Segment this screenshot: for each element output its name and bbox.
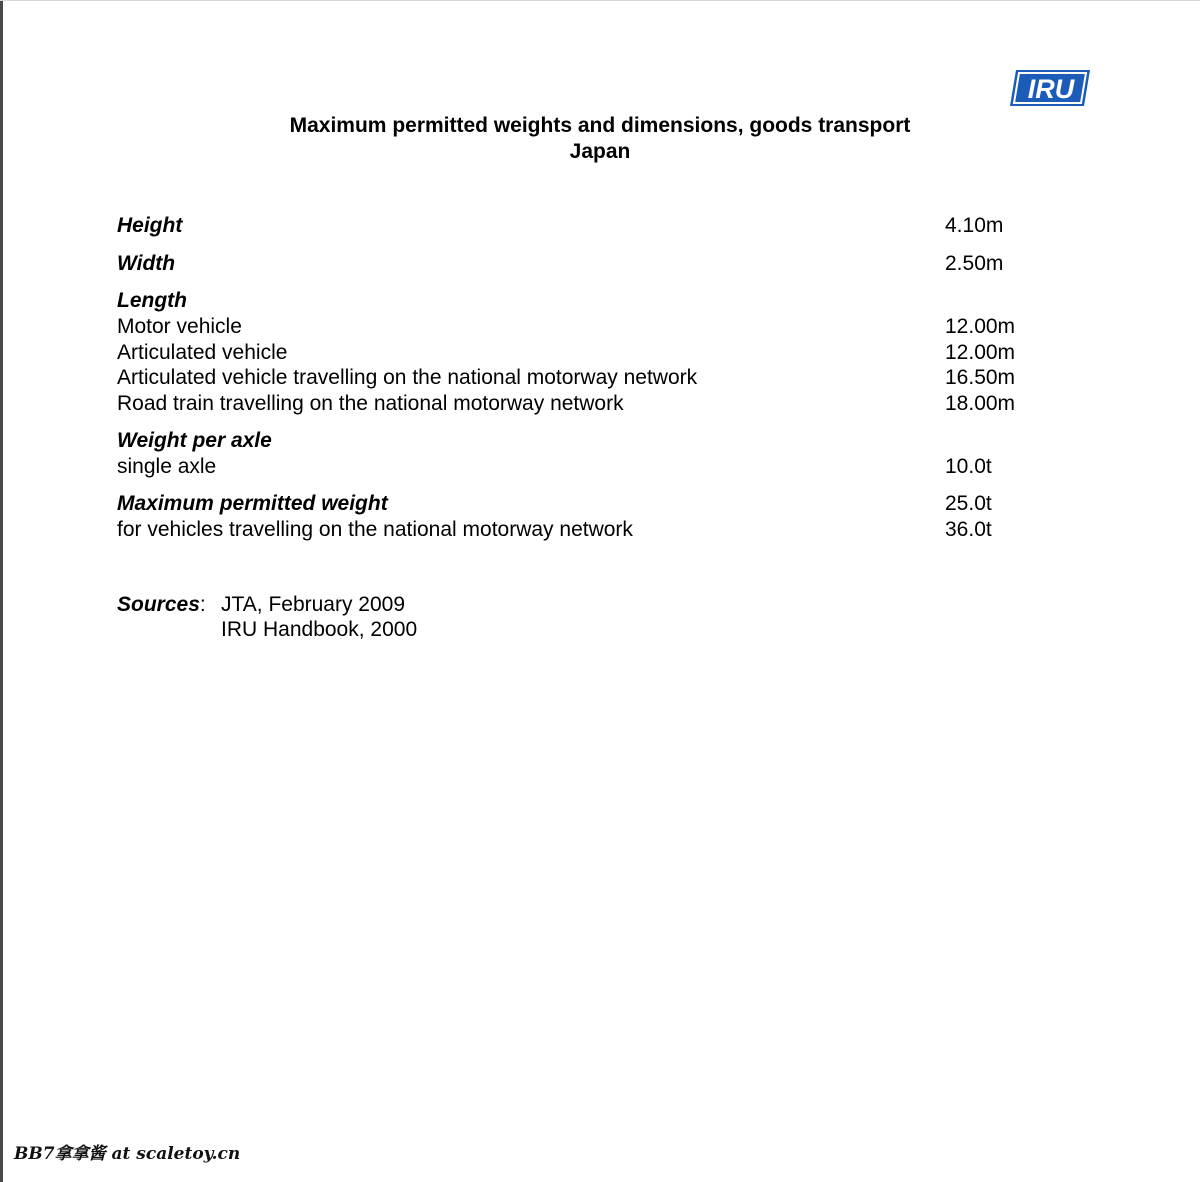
length-road-train-label: Road train travelling on the national motorway network: [117, 392, 624, 415]
sources-label-text: Sources: [117, 593, 200, 616]
length-articulated-vehicle-value: 12.00m: [945, 341, 1016, 364]
iru-logo-text: IRU: [1027, 74, 1075, 104]
length-road-train-value: 18.00m: [945, 392, 1016, 415]
height-heading: Height: [117, 214, 183, 237]
max-weight-motorway-label: for vehicles travelling on the national motorway network: [117, 518, 633, 541]
height-value: 4.10m: [945, 214, 1004, 237]
width-heading: Width: [117, 252, 176, 275]
length-articulated-vehicle-label: Articulated vehicle: [117, 341, 288, 364]
length-articulated-motorway-value: 16.50m: [945, 366, 1016, 389]
watermark-text: BB7拿拿酱 at scaletoy.cn: [14, 1144, 241, 1164]
axle-weight-heading: Weight per axle: [117, 429, 272, 452]
sources-label: [117, 592, 206, 618]
length-motor-vehicle-value: 12.00m: [945, 315, 1016, 338]
max-weight-heading: Maximum permitted weight: [117, 492, 388, 515]
page-left-edge: [0, 0, 3, 1182]
max-weight-motorway-value: 36.0t: [945, 518, 992, 541]
single-axle-label: single axle: [117, 455, 217, 478]
country-subtitle: Japan: [569, 140, 631, 163]
length-motor-vehicle-label: Motor vehicle: [117, 315, 242, 338]
width-value: 2.50m: [945, 252, 1004, 275]
length-articulated-motorway-label: Articulated vehicle travelling on the national motorway network: [117, 366, 698, 389]
page-title: Maximum permitted weights and dimensions, goods transport: [289, 114, 911, 137]
iru-logo: [1010, 70, 1090, 106]
page-top-edge: [0, 0, 1200, 1]
sources-separator: :: [199, 593, 206, 616]
max-weight-value: 25.0t: [945, 492, 992, 515]
single-axle-value: 10.0t: [945, 455, 992, 478]
source-item: IRU Handbook, 2000: [221, 618, 418, 641]
length-heading: Length: [117, 289, 187, 312]
source-item: JTA, February 2009: [221, 593, 406, 616]
